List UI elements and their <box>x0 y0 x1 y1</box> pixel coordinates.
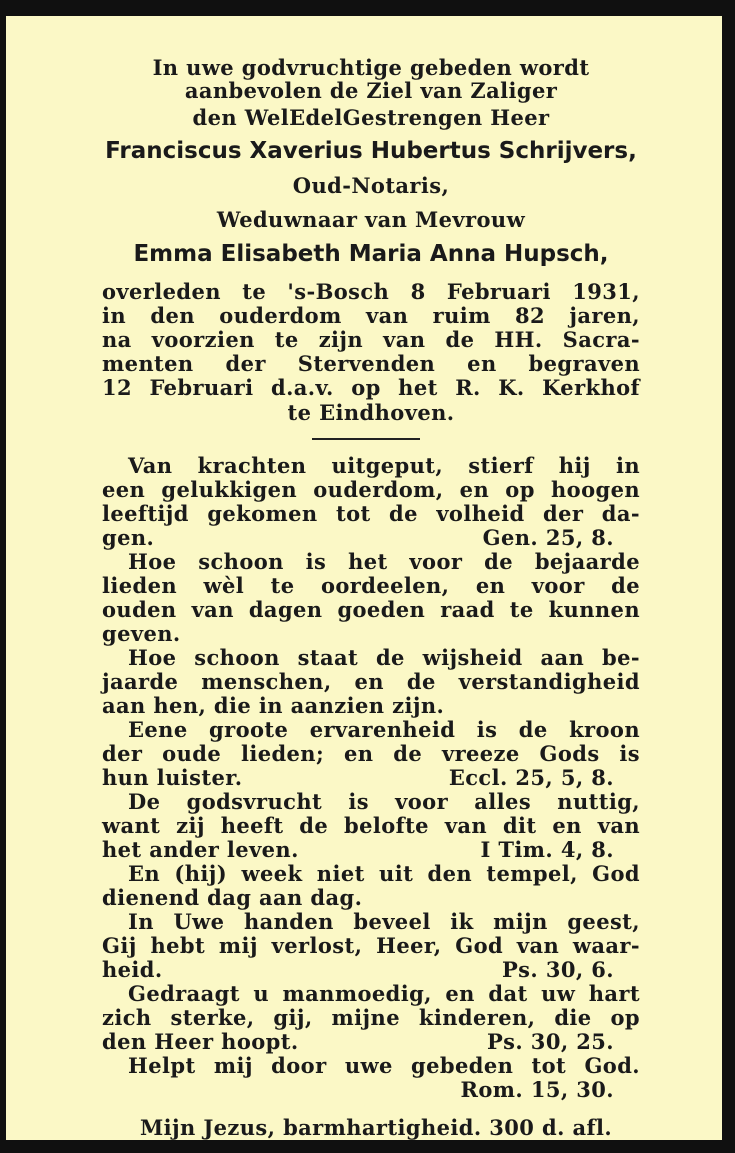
death-line-4: menten der Stervenden en begraven <box>102 351 640 376</box>
verse-4-text-end: hun luister. <box>102 765 243 790</box>
verse-7-reference: Ps. 30, 6. <box>501 957 614 982</box>
verse-2-line-3: ouden van dagen goeden raad te kunnen <box>102 597 640 622</box>
verse-5-text-end: het ander leven. <box>102 837 299 862</box>
verse-3-line-2: jaarde menschen, en de verstandigheid <box>102 669 640 694</box>
deceased-name: Franciscus Xaverius Hubertus Schrijvers, <box>105 138 637 164</box>
verse-8-text-end: den Heer hoopt. <box>102 1029 299 1054</box>
verse-7-line-1: In Uwe handen beveel ik mijn geest, <box>128 909 640 934</box>
verse-7-line-3 <box>102 958 640 982</box>
verse-8-line-1: Gedraagt u manmoedig, en dat uw hart <box>128 981 640 1006</box>
indulgence-prayer: Mijn Jezus, barmhartigheid. 300 d. afl. <box>139 1115 613 1140</box>
verse-4-reference: Eccl. 25, 5, 8. <box>448 765 614 790</box>
spouse-name: Emma Elisabeth Maria Anna Hupsch, <box>133 241 609 267</box>
verse-2-line-2: lieden wèl te oordeelen, en voor de <box>102 573 640 598</box>
verse-3-line-1: Hoe schoon staat de wijsheid aan be- <box>128 645 640 670</box>
verse-2-line-1: Hoe schoon is het voor de bejaarde <box>128 549 640 574</box>
verse-4-line-3 <box>102 766 640 790</box>
death-line-3: na voorzien te zijn van de HH. Sacra- <box>102 327 640 352</box>
verse-2-line-4: geven. <box>102 621 181 646</box>
verse-8-reference: Ps. 30, 25. <box>486 1029 614 1054</box>
intro-line-2: aanbevolen de Ziel van Zaliger <box>184 78 558 103</box>
verse-1-reference: Gen. 25, 8. <box>482 525 614 550</box>
verse-8-line-3 <box>102 1030 640 1054</box>
verse-1-text-end: gen. <box>102 525 155 550</box>
divider-rule <box>312 438 420 440</box>
verse-1-line-4 <box>102 526 640 550</box>
verse-6-line-2: dienend dag aan dag. <box>102 885 363 910</box>
memorial-card <box>6 16 722 1140</box>
verse-5-line-1: De godsvrucht is voor alles nuttig, <box>128 789 640 814</box>
verse-9-line-1: Helpt mij door uwe gebeden tot God. <box>128 1053 640 1078</box>
deceased-title: Oud-Notaris, <box>292 173 450 198</box>
death-line-2: in den ouderdom van ruim 82 jaren, <box>102 303 640 328</box>
verse-4-line-2: der oude lieden; en de vreeze Gods is <box>102 741 640 766</box>
verse-8-line-2: zich sterke, gij, mijne kinderen, die op <box>102 1005 640 1030</box>
verse-7-line-2: Gij hebt mij verlost, Heer, God van waar- <box>102 933 640 958</box>
verse-9-reference: Rom. 15, 30. <box>460 1077 614 1102</box>
verse-1-line-1: Van krachten uitgeput, stierf hij in <box>128 453 640 478</box>
verse-9-line-2 <box>102 1078 640 1102</box>
verse-6-line-1: En (hij) week niet uit den tempel, God <box>128 861 640 886</box>
death-line-1: overleden te 's-Bosch 8 Februari 1931, <box>102 279 640 304</box>
verse-5-reference: I Tim. 4, 8. <box>480 837 614 862</box>
verse-4-line-1: Eene groote ervarenheid is de kroon <box>128 717 640 742</box>
verse-5-line-2: want zij heeft de belofte van dit en van <box>102 813 640 838</box>
death-line-5: 12 Februari d.a.v. op het R. K. Kerkhof <box>102 375 640 400</box>
death-line-6: te Eindhoven. <box>287 400 455 425</box>
widower-line: Weduwnaar van Mevrouw <box>216 207 526 232</box>
intro-line-3: den WelEdelGestrengen Heer <box>192 105 550 130</box>
intro-line-1: In uwe godvruchtige gebeden wordt <box>152 55 590 80</box>
verse-5-line-3 <box>102 838 640 862</box>
verse-1-line-2: een gelukkigen ouderdom, en op hoogen <box>102 477 640 502</box>
verse-3-line-3: aan hen, die in aanzien zijn. <box>102 693 445 718</box>
verse-1-line-3: leeftijd gekomen tot de volheid der da- <box>102 501 640 526</box>
verse-7-text-end: heid. <box>102 957 163 982</box>
